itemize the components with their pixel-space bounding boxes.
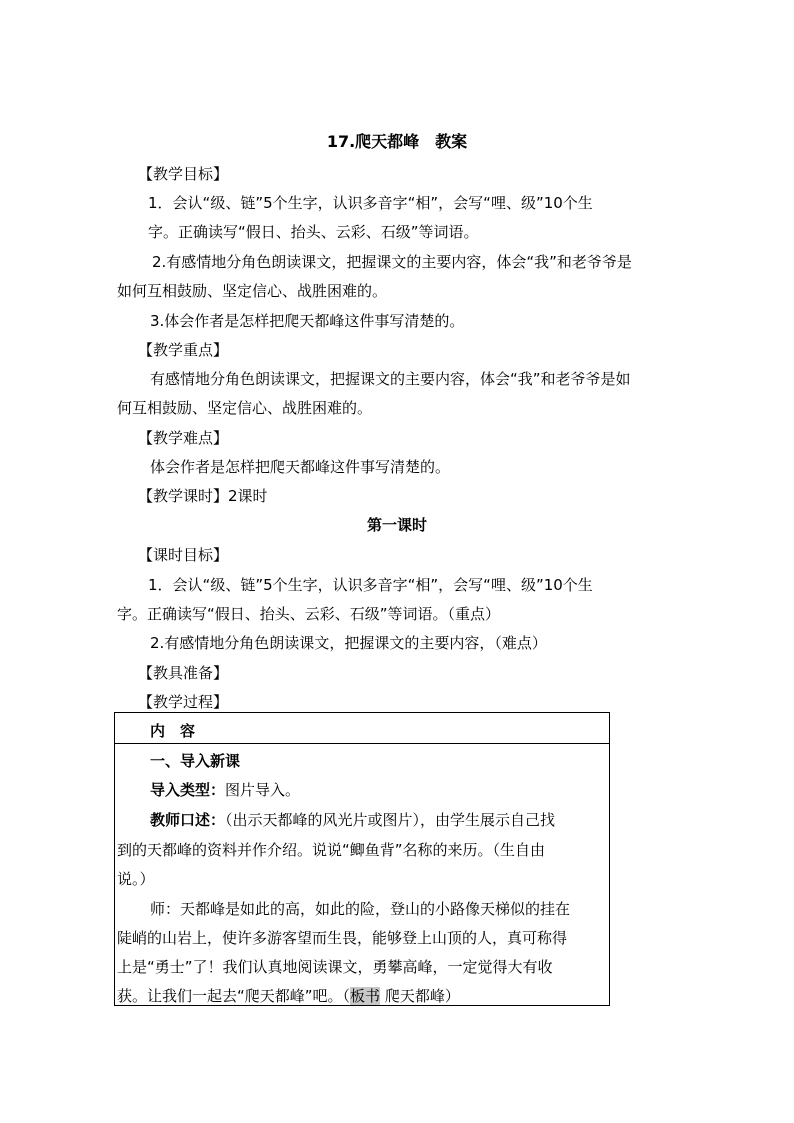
table-header: 内 容: [150, 722, 196, 740]
intro-type-line: [150, 780, 300, 800]
document-title: 17.爬天都峰 教案: [326, 132, 468, 151]
intro-type-label: 导入类型：: [150, 781, 226, 799]
intro-type-value: 图片导入。: [225, 781, 301, 799]
lesson-hours: 【教学课时】2课时: [138, 487, 268, 505]
teacher-speech-text: 获。让我们一起去“爬天都峰”吧。（: [117, 987, 351, 1005]
objective-line: 3.体会作者是怎样把爬天都峰这件事写清楚的。: [150, 312, 465, 330]
objective-line: 如何互相鼓励、坚定信心、战胜困难的。: [117, 282, 388, 300]
objective-line: 2.有感情地分角色朗读课文，把握课文的主要内容，体会“我”和老爷爷是: [152, 253, 632, 271]
teacher-narration-line: 说。）: [117, 870, 155, 888]
key-point-line: 何互相鼓励、坚定信心、战胜困难的。: [117, 399, 373, 417]
board-writing-label: 板书: [350, 987, 381, 1005]
teacher-speech-line: 师：天都峰是如此的高，如此的险，登山的小路像天梯似的挂在: [150, 900, 571, 918]
table-divider: [115, 743, 609, 744]
lesson-objectives-heading: 【课时目标】: [138, 546, 229, 564]
section-title: 一、导入新课: [150, 752, 241, 770]
objective-line: 字。正确读写“假日、抬头、云彩、石级”等词语。: [148, 223, 479, 241]
lesson-objective-line: 2.有感情地分角色朗读课文，把握课文的主要内容，（难点）: [150, 634, 547, 652]
tools-heading: 【教具准备】: [138, 664, 229, 682]
key-points-heading: 【教学重点】: [138, 341, 229, 359]
process-heading: 【教学过程】: [138, 693, 229, 711]
teacher-speech-line: 上是“勇士”了！我们认真地阅读课文，勇攀高峰，一定觉得大有收: [117, 958, 553, 976]
lesson-objective-line: 字。正确读写“假日、抬头、云彩、石级”等词语。（重点）: [117, 605, 501, 623]
objective-line: 1．会认“级、链”5个生字，认识多音字“相”，会写“哩、级”10个生: [148, 194, 593, 212]
lesson-one-title: 第一课时: [366, 516, 427, 534]
difficulty-heading: 【教学难点】: [138, 429, 229, 447]
board-writing-text: 爬天都峰）: [380, 987, 460, 1005]
teacher-narration-line: [150, 810, 555, 830]
key-point-line: 有感情地分角色朗读课文，把握课文的主要内容，体会“我”和老爷爷是如: [150, 370, 631, 388]
objectives-heading: 【教学目标】: [138, 165, 229, 183]
teacher-speech-line: [117, 986, 460, 1006]
difficulty-text: 体会作者是怎样把爬天都峰这件事写清楚的。: [150, 458, 451, 476]
teacher-narration-label: 教师口述：: [150, 811, 226, 829]
lesson-objective-line: 1．会认“级、链”5个生字，认识多音字“相”，会写“哩、级”10个生: [148, 576, 593, 594]
teacher-speech-line: 陡峭的山岩上，使许多游客望而生畏，能够登上山顶的人，真可称得: [117, 929, 568, 947]
teacher-narration-text: （出示天都峰的风光片或图片），由学生展示自己找: [225, 811, 556, 829]
teacher-narration-line: 到的天都峰的资料并作介绍。说说“鲫鱼背”名称的来历。（生自由: [117, 841, 546, 859]
